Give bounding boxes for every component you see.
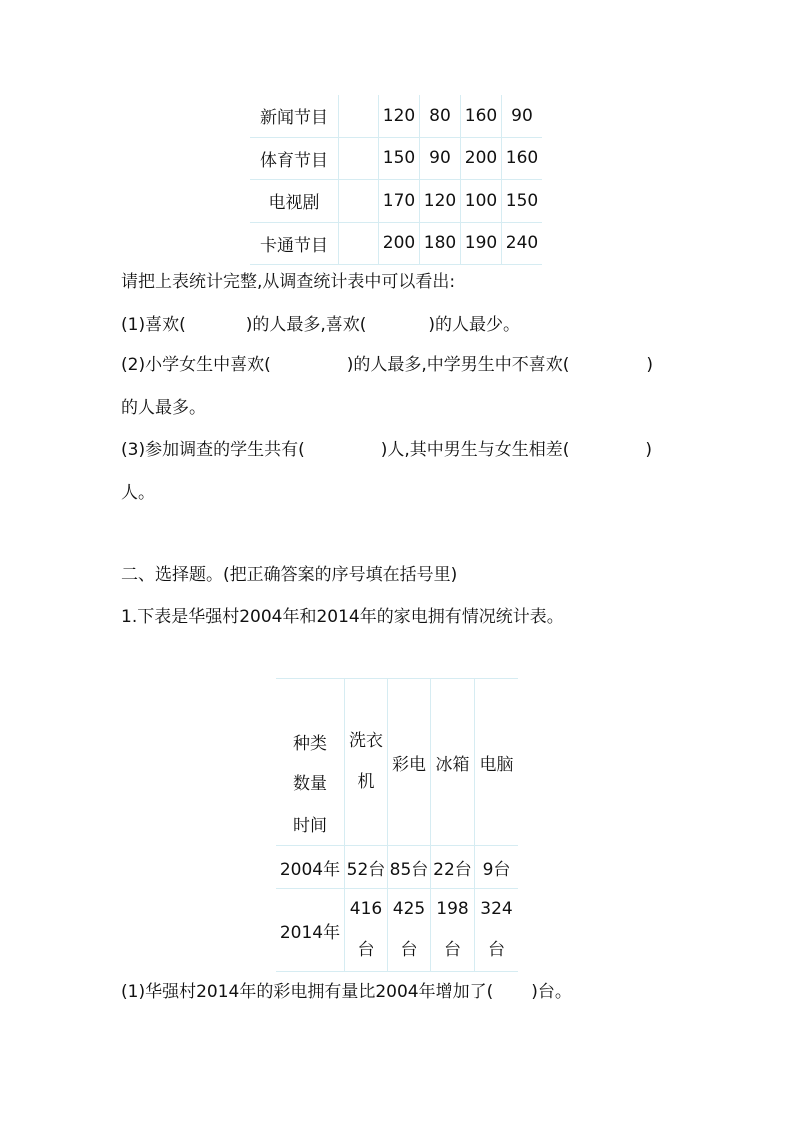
table-header-row [276, 679, 518, 846]
section-heading: 二、选择题。(把正确答案的序号填在括号里) [121, 565, 458, 585]
cell-value: 198 [436, 899, 469, 919]
table-row [250, 137, 542, 180]
row-label: 卡通节目 [250, 222, 339, 265]
blank-cell [339, 222, 379, 265]
appliance-table [276, 678, 518, 972]
table-cell: 80 [420, 95, 461, 137]
table-cell: 150 [502, 180, 543, 223]
problem-1-question-1 [121, 980, 572, 1004]
table-cell: 52台 [345, 846, 388, 889]
question-text: )的人最少。 [428, 315, 521, 335]
table-cell: 90 [502, 95, 543, 137]
question-text: )的人最多,中学男生中不喜欢( [346, 355, 570, 375]
question-2 [121, 353, 653, 377]
table-cell: 100 [461, 180, 502, 223]
instruction-text: 请把上表统计完整,从调查统计表中可以看出: [121, 272, 456, 292]
question-text: ) [645, 440, 653, 460]
column-header-washer [345, 679, 388, 846]
table-cell [475, 889, 519, 972]
cell-unit: 台 [400, 940, 418, 960]
question-1 [121, 313, 520, 337]
cell-value: 324 [480, 899, 513, 919]
header-time-label: 时间 [293, 816, 327, 836]
row-year: 2014年 [276, 889, 345, 972]
row-year: 2004年 [276, 846, 345, 889]
table-row [250, 180, 542, 223]
question-3-continued: 人。 [121, 483, 155, 503]
table-cell: 200 [379, 222, 420, 265]
cell-value: 416 [349, 899, 383, 919]
question-text: )人,其中男生与女生相差( [380, 440, 570, 460]
problem-1: 1.下表是华强村2004年和2014年的家电拥有情况统计表。 [121, 607, 564, 627]
column-header-tv: 彩电 [388, 679, 431, 846]
table-cell: 120 [379, 95, 420, 137]
table-cell: 160 [461, 95, 502, 137]
table-cell: 9台 [475, 846, 519, 889]
header-text: 机 [357, 772, 375, 792]
table-cell: 85台 [388, 846, 431, 889]
table-cell: 190 [461, 222, 502, 265]
cell-unit: 台 [444, 940, 461, 960]
question-3 [121, 438, 652, 462]
blank-cell [339, 95, 379, 137]
question-text: (2)小学女生中喜欢( [121, 355, 271, 375]
table-cell [388, 889, 431, 972]
row-label: 体育节目 [250, 137, 339, 180]
question-text: ) [646, 355, 654, 375]
table-cell: 90 [420, 137, 461, 180]
cell-unit: 台 [488, 940, 505, 960]
table-row [250, 95, 542, 137]
table-row [276, 846, 518, 889]
row-label: 电视剧 [250, 180, 339, 223]
row-label: 新闻节目 [250, 95, 339, 137]
cell-value: 425 [392, 899, 426, 919]
question-2-continued: 的人最多。 [121, 398, 206, 418]
header-kind-label: 种类 [293, 734, 327, 754]
table-row [250, 222, 542, 265]
table-row [276, 889, 518, 972]
table-cell [345, 889, 388, 972]
question-text: (1)喜欢( [121, 315, 186, 335]
column-header-computer: 电脑 [475, 679, 519, 846]
table-cell [431, 889, 475, 972]
question-text: (3)参加调查的学生共有( [121, 440, 305, 460]
table-cell: 170 [379, 180, 420, 223]
table-cell: 240 [502, 222, 543, 265]
header-corner-cell [276, 679, 345, 846]
question-text: )的人最多,喜欢( [245, 315, 367, 335]
table-cell: 150 [379, 137, 420, 180]
question-text: )台。 [531, 982, 572, 1002]
blank-cell [339, 180, 379, 223]
header-text: 洗衣 [349, 731, 383, 751]
table-cell: 160 [502, 137, 543, 180]
question-text: (1)华强村2014年的彩电拥有量比2004年增加了( [121, 982, 494, 1002]
table-cell: 180 [420, 222, 461, 265]
tv-program-table [250, 95, 542, 265]
header-quantity-label: 数量 [293, 774, 327, 794]
blank-cell [339, 137, 379, 180]
table-cell: 120 [420, 180, 461, 223]
column-header-fridge: 冰箱 [431, 679, 475, 846]
table-cell: 22台 [431, 846, 475, 889]
table-cell: 200 [461, 137, 502, 180]
cell-unit: 台 [357, 940, 375, 960]
